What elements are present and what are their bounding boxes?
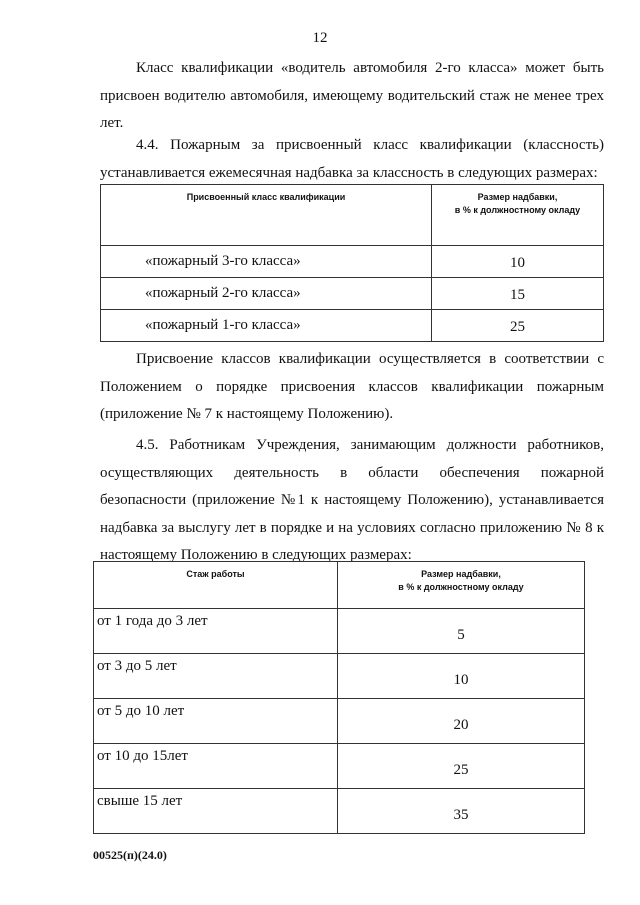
header-bonus-line2: в % к должностному окладу [398, 582, 524, 592]
document-code: 00525(п)(24.0) [93, 848, 167, 862]
table-row [101, 278, 604, 310]
table-row [94, 654, 585, 699]
class-bonus-table [100, 184, 604, 342]
bonus-value-cell: 25 [432, 310, 604, 342]
table-header-row [94, 562, 585, 609]
bonus-value-cell: 15 [432, 278, 604, 310]
header-bonus-size [338, 562, 585, 609]
experience-cell: от 5 до 10 лет [94, 699, 338, 744]
header-assigned-class: Присвоенный класс квалификации [101, 185, 432, 246]
table-row [94, 609, 585, 654]
header-bonus-line2: в % к должностному окладу [454, 205, 581, 215]
class-name-cell: «пожарный 3-го класса» [101, 246, 432, 278]
header-bonus-size [432, 185, 604, 246]
experience-cell: от 10 до 15лет [94, 744, 338, 789]
paragraph-4-4: 4.4. Пожарным за присвоенный класс квалификации (классность) устанавливается ежемесячная надбавка за классность в следующих размерах: [100, 137, 604, 181]
seniority-bonus-table [93, 561, 585, 834]
table-header-row [101, 185, 604, 246]
table-row [101, 310, 604, 342]
paragraph-4-5: 4.5. Работникам Учреждения, занимающим должности работников, осуществляющих деятельность в области обеспечения пожарной безопасности (приложение №1 к настоящему Положению), устанавливается надбавка за выслугу лет в порядке и на условиях согласно приложению № 8 к настоящему Положению в следующих размерах: [100, 437, 604, 563]
table-row [101, 246, 604, 278]
bonus-value-cell: 10 [338, 654, 585, 699]
header-bonus-line1: Размер надбавки, [421, 569, 501, 579]
bonus-value-cell: 5 [338, 609, 585, 654]
bonus-value-cell: 25 [338, 744, 585, 789]
header-bonus-line1: Размер надбавки, [477, 192, 558, 202]
bonus-value-cell: 20 [338, 699, 585, 744]
experience-cell: от 1 года до 3 лет [94, 609, 338, 654]
paragraph-driver-class: Класс квалификации «водитель автомобиля 2-го класса» может быть присвоен водителю автомобиля, имеющему водительский стаж не менее трех лет. [100, 60, 604, 131]
table-row [94, 699, 585, 744]
table-row [94, 744, 585, 789]
paragraph-class-assignment: Присвоение классов квалификации осуществляется в соответствии с Положением о порядке присвоения классов квалификации пожарным (приложение № 7 к настоящему Положению). [100, 351, 604, 422]
table-row [94, 789, 585, 834]
bonus-value-cell: 35 [338, 789, 585, 834]
page-number: 12 [312, 30, 328, 46]
experience-cell: свыше 15 лет [94, 789, 338, 834]
class-name-cell: «пожарный 2-го класса» [101, 278, 432, 310]
header-work-experience: Стаж работы [94, 562, 338, 609]
class-name-cell: «пожарный 1-го класса» [101, 310, 432, 342]
experience-cell: от 3 до 5 лет [94, 654, 338, 699]
bonus-value-cell: 10 [432, 246, 604, 278]
